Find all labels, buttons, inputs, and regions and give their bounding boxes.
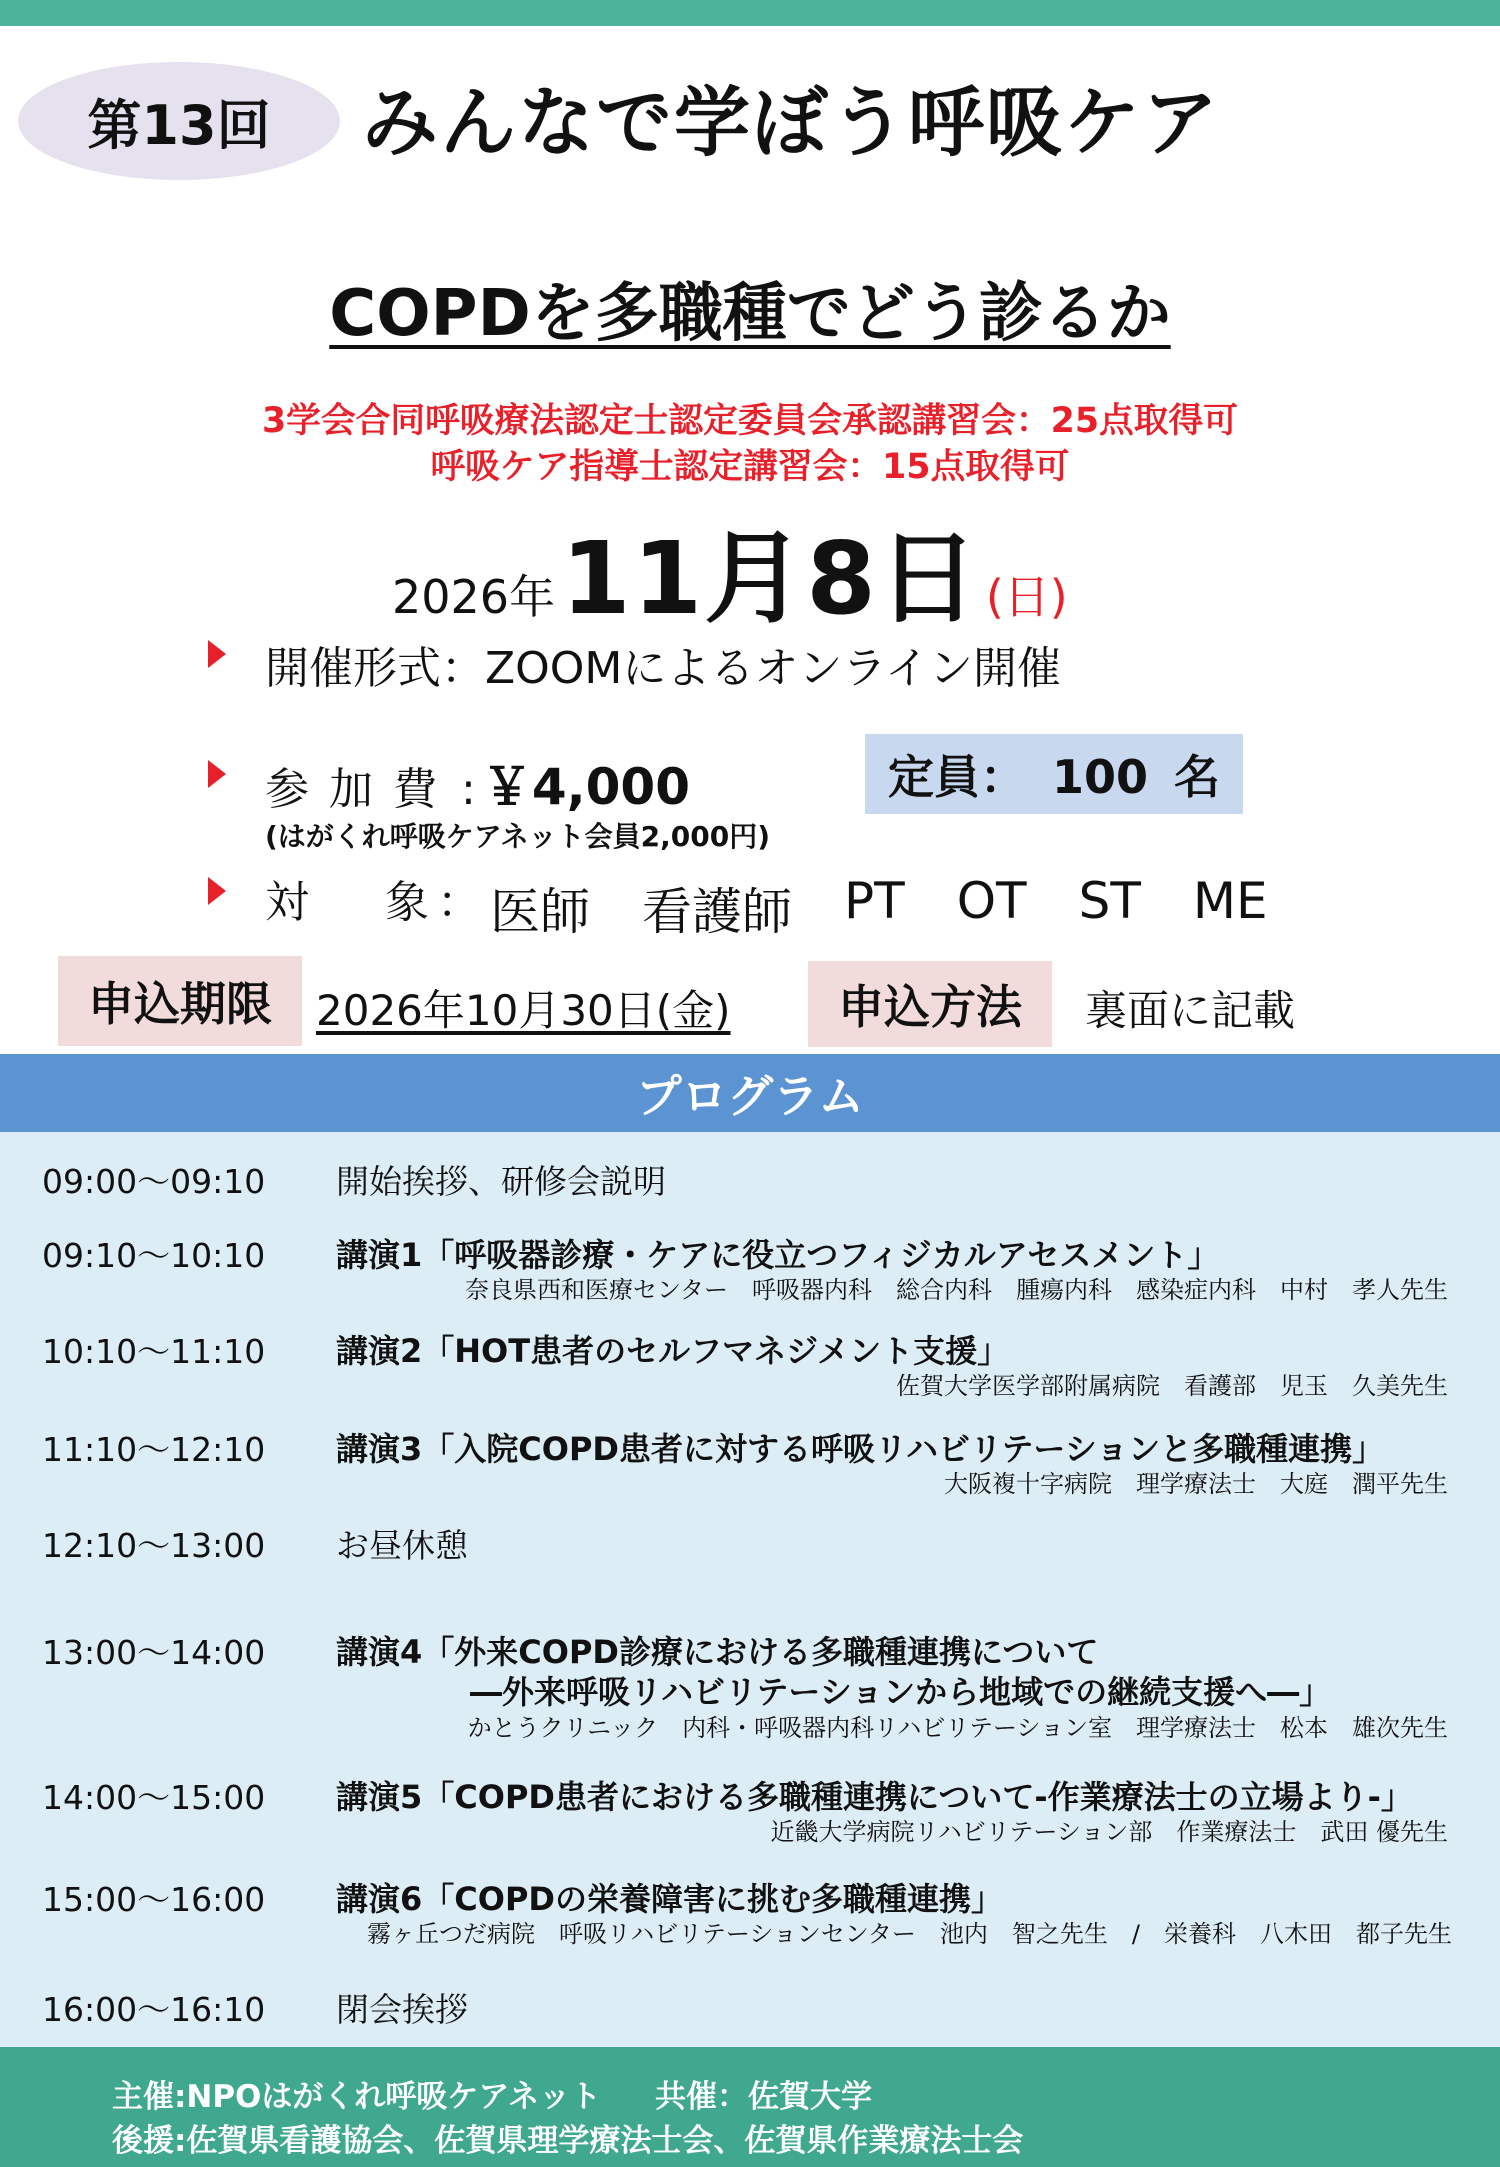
program-title: お昼休憩 <box>336 1526 468 1565</box>
target-item: ST <box>1078 872 1141 930</box>
program-title: 講演2「HOT患者のセルフマネジメント支援」 <box>336 1332 1010 1370</box>
program-speaker: 霧ヶ丘つだ病院 呼吸リハビリテーションセンター 池内 智之先生 / 栄養科 八木田 都子先生 <box>367 1920 1452 1948</box>
program-time: 14:00〜15:00 <box>42 1778 266 1817</box>
program-speaker: 奈良県西和医療センター 呼吸器内科 総合内科 腫瘍内科 感染症内科 中村 孝人先生 <box>464 1276 1448 1304</box>
fee-value: ￥4,000 <box>481 758 690 816</box>
target-item: PT <box>844 872 905 930</box>
program-speaker: 佐賀大学医学部附属病院 看護部 児玉 久美先生 <box>896 1372 1448 1400</box>
edition-badge: 第13回 <box>18 62 340 180</box>
target-item: 看護師 <box>642 883 792 941</box>
date-month-day: 11月8日 <box>561 520 980 637</box>
program-time: 16:00〜16:10 <box>42 1990 266 2029</box>
program-time: 13:00〜14:00 <box>42 1633 266 1672</box>
program-title: 講演4「外来COPD診療における多職種連携について <box>336 1633 1099 1671</box>
method-tag: 申込方法 <box>808 961 1052 1047</box>
program-title-line2: ―外来呼吸リハビリテーションから地域での継続支援へ―」 <box>470 1673 1332 1711</box>
program-title: 講演3「入院COPD患者に対する呼吸リハビリテーションと多職種連携」 <box>336 1430 1385 1468</box>
date-weekday: (日) <box>985 570 1068 624</box>
bullet-triangle-icon <box>208 760 226 788</box>
program-speaker: かとうクリニック 内科・呼吸器内科リハビリテーション室 理学療法士 松本 雄次先生 <box>467 1714 1448 1742</box>
bullet-triangle-icon <box>208 640 226 668</box>
program-speaker: 近畿大学病院リハビリテーション部 作業療法士 武田 優先生 <box>770 1818 1448 1846</box>
target-label-2: 象 <box>385 877 429 928</box>
program-time: 15:00〜16:00 <box>42 1880 266 1919</box>
fee-row <box>265 747 690 819</box>
fee-colon: : <box>461 764 476 815</box>
program-time: 09:10〜10:10 <box>42 1236 266 1275</box>
program-title: 開始挨拶、研修会説明 <box>336 1162 666 1201</box>
method-value: 裏面に記載 <box>1085 986 1296 1035</box>
target-label-1: 対 <box>265 877 309 928</box>
target-item: 医師 <box>490 883 590 941</box>
fee-label: 参加費 <box>265 764 457 815</box>
footer-cohost: 共催：佐賀大学 <box>655 2079 872 2115</box>
format-value: ZOOMによるオンライン開催 <box>485 643 1062 694</box>
format-label: 開催形式： <box>265 643 485 694</box>
program-title: 閉会挨拶 <box>336 1990 468 2029</box>
target-label <box>265 866 481 930</box>
target-list <box>490 872 1268 944</box>
target-colon: ： <box>437 877 481 928</box>
program-title: 講演1「呼吸器診療・ケアに役立つフィジカルアセスメント」 <box>336 1236 1220 1274</box>
program-heading: プログラム <box>0 1054 1500 1132</box>
event-date <box>392 498 1068 642</box>
main-title: みんなで学ぼう呼吸ケア <box>362 78 1220 167</box>
target-item: ME <box>1192 872 1268 930</box>
deadline-value: 2026年10月30日(金) <box>316 986 731 1035</box>
format-row <box>265 632 1061 696</box>
program-title: 講演6「COPDの栄養障害に挑む多職種連携」 <box>336 1880 1003 1918</box>
program-time: 09:00〜09:10 <box>42 1162 266 1201</box>
program-title: 講演5「COPD患者における多職種連携について-作業療法士の立場より-」 <box>336 1778 1413 1816</box>
subtitle <box>0 262 1500 354</box>
footer-organizer: 主催:NPOはがくれ呼吸ケアネット <box>112 2079 602 2115</box>
date-year: 2026年 <box>392 570 556 624</box>
footer-support: 後援:佐賀県看護協会、佐賀県理学療法士会、佐賀県作業療法士会 <box>112 2123 1024 2159</box>
program-time: 11:10〜12:10 <box>42 1430 266 1469</box>
deadline-tag: 申込期限 <box>58 956 302 1046</box>
program-speaker: 大阪複十字病院 理学療法士 大庭 潤平先生 <box>944 1470 1448 1498</box>
target-item: OT <box>956 872 1027 930</box>
fee-note: (はがくれ呼吸ケアネット会員2,000円) <box>265 820 771 853</box>
bullet-triangle-icon <box>208 877 226 905</box>
subtitle-text: COPDを多職種でどう診るか <box>329 277 1171 351</box>
credit-line-1: 3学会合同呼吸療法認定士認定委員会承認講習会：25点取得可 <box>261 401 1239 441</box>
program-time: 10:10〜11:10 <box>42 1332 266 1371</box>
capacity-box: 定員： 100 名 <box>865 734 1243 814</box>
program-time: 12:10〜13:00 <box>42 1526 266 1565</box>
credit-line-2: 呼吸ケア指導士認定講習会：15点取得可 <box>430 447 1070 487</box>
top-stripe <box>0 0 1500 26</box>
